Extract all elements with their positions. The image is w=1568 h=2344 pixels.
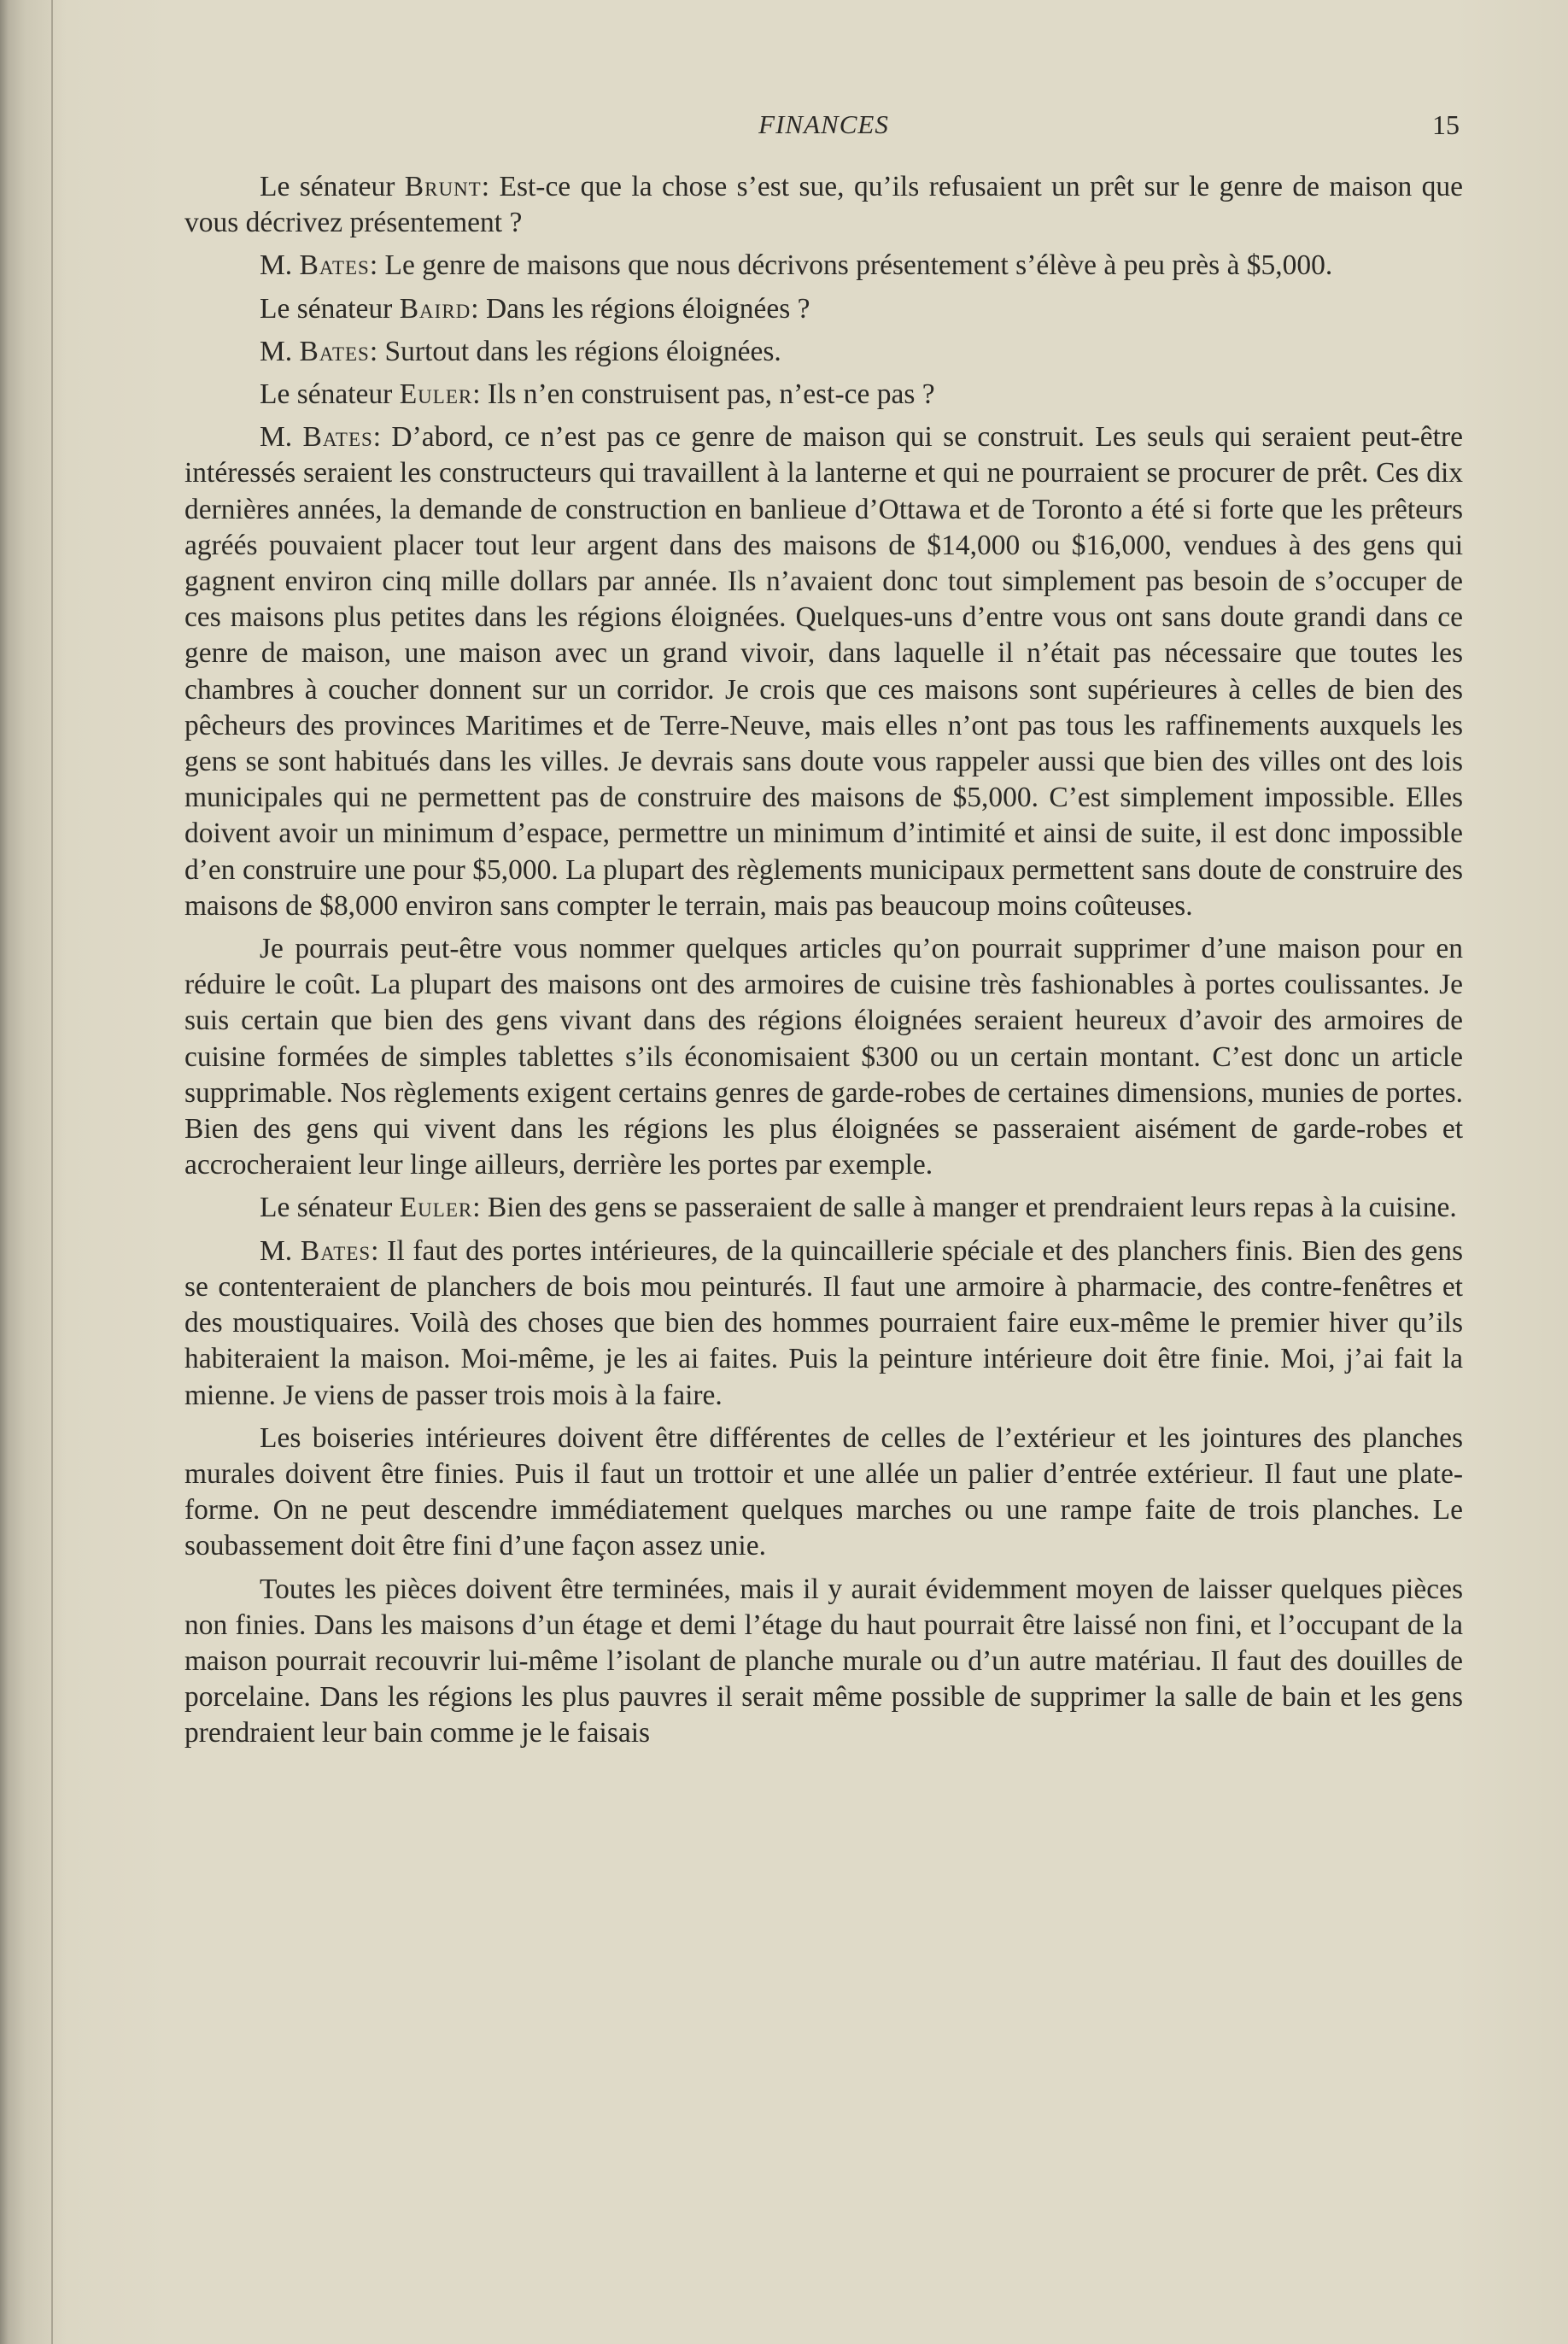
speaker-name: Euler — [399, 1192, 473, 1224]
speaker-name: Euler — [399, 378, 473, 411]
speaker-title: Le sénateur — [260, 378, 400, 411]
paragraph-text: : Dans les régions éloignées ? — [471, 292, 810, 325]
paragraph-text: : Il faut des portes intérieures, de la quincaillerie spéciale et des planchers finis. Bien des gens se contenteraient de planchers de bois mou peinturés. Il faut une armoire à pharmacie, des contre-fenêtres et des moustiquaires. Voilà des choses que bien des hommes pourraient faire eux-même le premier hiver qu’ils habiteraient la maison. Moi-même, je les ai faites. Puis la peinture intérieure doit être finie. Moi, j’ai fait la mienne. Je viens de passer trois mois à la faire. — [184, 1234, 1463, 1411]
page-number: 15 — [1432, 109, 1460, 140]
speaker-name: Baird — [399, 292, 471, 325]
running-title: FINANCES — [758, 109, 889, 139]
speaker-title: M. — [260, 249, 300, 282]
speaker-title: M. — [260, 1234, 301, 1267]
speaker-name: Bates — [299, 335, 370, 367]
body-text — [184, 169, 1463, 1759]
paragraph — [184, 1421, 1463, 1565]
paragraph-text: : Est-ce que la chose s’est sue, qu’ils refusaient un prêt sur le genre de maison que vous décrivez présentement ? — [184, 171, 1463, 239]
speaker-name: Brunt — [404, 171, 482, 202]
binding-edge — [51, 0, 53, 2344]
speaker-title: M. — [260, 421, 303, 454]
speaker-title: M. — [260, 335, 300, 367]
paragraph — [184, 1572, 1463, 1752]
speaker-title: Le sénateur — [260, 1192, 400, 1224]
book-spine-shadow — [0, 0, 67, 2344]
paragraph — [184, 931, 1463, 1183]
paragraph-text: : Surtout dans les régions éloignées. — [369, 335, 781, 367]
paragraph-text: : Bien des gens se passeraient de salle à manger et prendraient leurs repas à la cuisine. — [472, 1192, 1457, 1224]
paragraph — [184, 1234, 1463, 1414]
paragraph-text: Je pourrais peut-être vous nommer quelques articles qu’on pourrait supprimer d’une maison pour en réduire le coût. La plupart des maisons ont des armoires de cuisine très fashionables à portes coulissantes. Je suis certain que bien des gens vivant dans des régions éloignées seraient heureux d’avoir des armoires de cuisine formées de simples tablettes s’ils économisaient $300 ou un certain montant. C’est donc un article supprimable. Nos règlements exigent certains genres de garde-robes de certaines dimensions, munies de portes. Bien des gens qui vivent dans les régions les plus éloignées se passeraient aisément de garde-robes et accrocheraient leur linge ailleurs, derrière les portes par exemple. — [184, 933, 1463, 1181]
paragraph-text: Les boiseries intérieures doivent être différentes de celles de l’extérieur et les jointures des planches murales doivent être finies. Puis il faut un trottoir et une allée un palier d’entrée extérieur. Il faut une plate-forme. On ne peut descendre immédiatement quelques marches ou une rampe faite de trois planches. Le soubassement doit être fini d’une façon assez unie. — [184, 1421, 1463, 1562]
paragraph-text: : Ils n’en construisent pas, n’est-ce pas ? — [472, 378, 935, 411]
speaker-title: Le sénateur — [260, 292, 400, 325]
paragraph — [184, 291, 1463, 327]
paragraph — [184, 419, 1463, 924]
paragraph-text: : Le genre de maisons que nous décrivons présentement s’élève à peu près à $5,000. — [369, 249, 1333, 282]
paragraph-text: Toutes les pièces doivent être terminées, mais il y aurait évidemment moyen de laisser quelques pièces non finies. Dans les maisons d’un étage et demi l’étage du haut pourrait être laissé non fini, et l’occupant de la maison pourrait recouvrir lui-même l’isolant de planche murale ou d’un autre matériau. Il faut des douilles de porcelaine. Dans les régions les plus pauvres il serait même possible de supprimer la salle de bain et les gens prendraient leur bain comme je le faisais — [184, 1573, 1463, 1749]
speaker-name: Bates — [299, 249, 370, 282]
paragraph — [184, 169, 1463, 241]
paragraph-text: : D’abord, ce n’est pas ce genre de maison qui se construit. Les seuls qui seraient peut-être intéressés seraient les constructeurs qui travaillent à la lanterne et qui ne pourraient se procurer de prêt. Ces dix dernières années, la demande de construction en banlieue d’Ottawa et de Toronto a été si forte que les prêteurs agréés pouvaient placer tout leur argent dans des maisons de $14,000 ou $16,000, vendues à des gens qui gagnent environ cinq mille dollars par année. Ils n’avaient donc tout simplement pas besoin de s’occuper de ces maisons plus petites dans les régions éloignées. Quelques-uns d’entre vous ont sans doute grandi dans ce genre de maison, une maison avec un grand vivoir, dans laquelle il n’était pas nécessaire que toutes les chambres à coucher donnent sur un corridor. Je crois que ces maisons sont supérieures à celles de bien des pêcheurs des provinces Maritimes et de Terre-Neuve, mais elles n’ont pas tous les raffinements auxquels les gens se sont habitués dans les villes. Je devrais sans doute vous rappeler aussi que bien des villes ont des lois municipales qui ne permettent pas de construire des maisons de $5,000. C’est simplement impossible. Elles doivent avoir un minimum d’espace, permettre un minimum d’intimité et ainsi de suite, il est donc impossible d’en construire une pour $5,000. La plupart des règlements municipaux permettent sans doute de construire des maisons de $8,000 environ sans compter le terrain, mais pas beaucoup moins coûteuses. — [184, 421, 1463, 922]
page-header — [181, 109, 1466, 147]
speaker-name: Bates — [302, 421, 373, 454]
paragraph — [184, 334, 1463, 370]
paragraph — [184, 1190, 1463, 1226]
paragraph — [184, 377, 1463, 413]
paragraph — [184, 248, 1463, 284]
speaker-title: Le sénateur — [260, 171, 405, 202]
speaker-name: Bates — [300, 1234, 372, 1267]
